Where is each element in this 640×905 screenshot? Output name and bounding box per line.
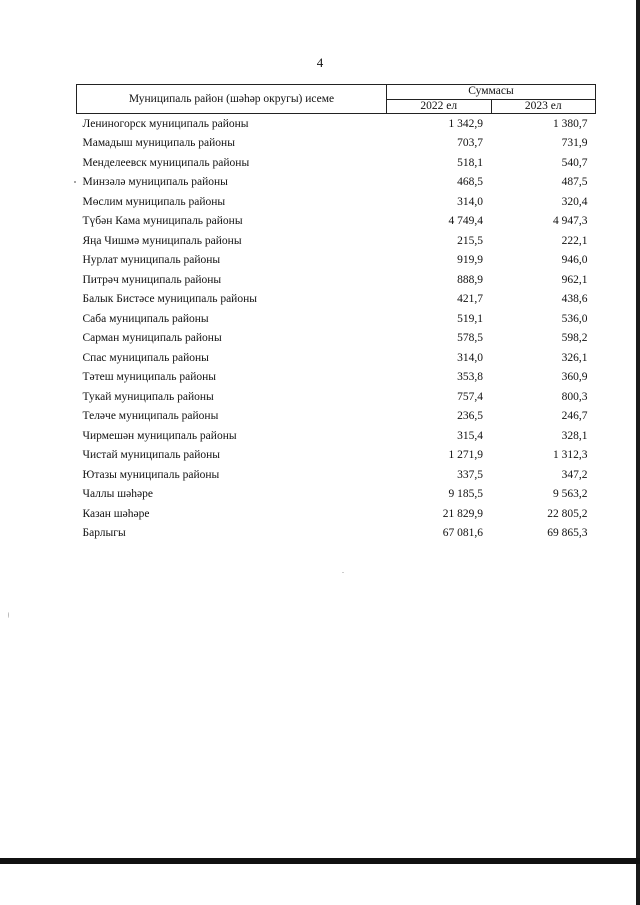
value-2023: 360,9 (561, 371, 588, 384)
value-2023: 438,6 (561, 293, 588, 306)
table-row (77, 153, 596, 173)
scan-speck (74, 181, 76, 183)
table-row (77, 231, 596, 251)
table-row (77, 485, 596, 505)
value-2022: 518,1 (457, 156, 483, 169)
value-2022: 314,0 (457, 195, 483, 208)
value-2022: 1 271,9 (448, 449, 483, 462)
district-name: Казан шәһәре (82, 507, 150, 520)
value-2022: 703,7 (457, 137, 483, 150)
scan-speck (342, 572, 344, 573)
table-row (77, 348, 596, 368)
value-2022: 757,4 (457, 390, 483, 403)
value-2022: 888,9 (457, 273, 483, 286)
district-name: Чистай муниципаль районы (82, 449, 221, 462)
value-2023: 962,1 (561, 273, 588, 286)
district-name: Түбән Кама муниципаль районы (82, 215, 243, 228)
table-row (77, 290, 596, 310)
value-2023: 540,7 (561, 156, 588, 169)
table-row (77, 212, 596, 232)
table-row (77, 368, 596, 388)
value-2022: 519,1 (457, 312, 483, 325)
district-name: Мөслим муниципаль районы (82, 195, 226, 208)
scan-speck (8, 612, 9, 618)
value-2023: 22 805,2 (547, 507, 588, 520)
district-name: Спас муниципаль районы (82, 351, 209, 364)
value-2023: 328,1 (561, 429, 588, 442)
value-2023: 246,7 (561, 410, 588, 423)
value-2022: 21 829,9 (442, 507, 483, 520)
value-2023: 800,3 (561, 390, 588, 403)
value-2022: 468,5 (457, 176, 483, 189)
district-name: Лениногорск муниципаль районы (82, 117, 249, 130)
table-row (77, 504, 596, 524)
district-name: Чирмешән муниципаль районы (82, 429, 237, 442)
district-name: Минзәлә муниципаль районы (82, 176, 228, 189)
year-2023-header: 2023 ел (491, 99, 596, 114)
district-name: Тукай муниципаль районы (82, 390, 214, 403)
value-2023: 320,4 (561, 195, 588, 208)
value-2022: 236,5 (457, 410, 483, 423)
table-row (77, 114, 596, 134)
value-2022: 353,8 (457, 371, 483, 384)
table-row (77, 309, 596, 329)
value-2022: 67 081,6 (442, 527, 483, 540)
value-2022: 337,5 (457, 468, 483, 481)
district-name: Ютазы муниципаль районы (82, 468, 220, 481)
value-2023: 222,1 (561, 234, 588, 247)
value-2022: 9 185,5 (448, 488, 483, 501)
table-row (77, 173, 596, 193)
value-2023: 4 947,3 (553, 215, 588, 228)
table-row (77, 251, 596, 271)
budget-table (76, 84, 596, 543)
table-row (77, 465, 596, 485)
value-2022: 578,5 (457, 332, 483, 345)
district-name: Балык Бистәсе муниципаль районы (82, 293, 257, 306)
table-row (77, 446, 596, 466)
district-name: Сарман муниципаль районы (82, 332, 222, 345)
value-2023: 598,2 (561, 332, 588, 345)
table-row (77, 407, 596, 427)
total-row (77, 524, 596, 544)
district-name: Менделеевск муниципаль районы (82, 156, 250, 169)
district-name: Мамадыш муниципаль районы (82, 137, 235, 150)
value-2023: 731,9 (561, 137, 588, 150)
district-name: Чаллы шәһәре (82, 488, 153, 501)
value-2023: 1 312,3 (553, 449, 588, 462)
value-2022: 421,7 (457, 293, 483, 306)
value-2022: 315,4 (457, 429, 483, 442)
scan-edge (636, 0, 640, 905)
name-column-header: Муниципаль район (шәһәр округы) исеме (77, 85, 387, 114)
value-2022: 314,0 (457, 351, 483, 364)
table-row (77, 270, 596, 290)
district-name: Нурлат муниципаль районы (82, 254, 221, 267)
table-row (77, 426, 596, 446)
value-2023: 326,1 (561, 351, 588, 364)
table-row (77, 329, 596, 349)
value-2023: 536,0 (561, 312, 588, 325)
table-row (77, 134, 596, 154)
table-row (77, 192, 596, 212)
page-number: 4 (316, 55, 324, 70)
district-name: Теләче муниципаль районы (82, 410, 219, 423)
district-name: Тәтеш муниципаль районы (82, 371, 216, 384)
year-2022-header: 2022 ел (387, 99, 492, 114)
value-2023: 9 563,2 (553, 488, 588, 501)
value-2023: 946,0 (561, 254, 588, 267)
value-2023: 347,2 (561, 468, 588, 481)
value-2022: 215,5 (457, 234, 483, 247)
district-name: Саба муниципаль районы (82, 312, 209, 325)
value-2023: 1 380,7 (553, 117, 588, 130)
value-2022: 1 342,9 (448, 117, 483, 130)
district-name: Барлыгы (82, 527, 126, 540)
value-2023: 69 865,3 (547, 527, 588, 540)
sum-header: Суммасы (387, 85, 596, 100)
scan-bottom-bar (0, 858, 640, 864)
value-2022: 919,9 (457, 254, 483, 267)
table-row (77, 387, 596, 407)
district-name: Питрәч муниципаль районы (82, 273, 222, 286)
district-name: Яңа Чишмә муниципаль районы (82, 234, 242, 247)
value-2022: 4 749,4 (448, 215, 483, 228)
value-2023: 487,5 (561, 176, 588, 189)
